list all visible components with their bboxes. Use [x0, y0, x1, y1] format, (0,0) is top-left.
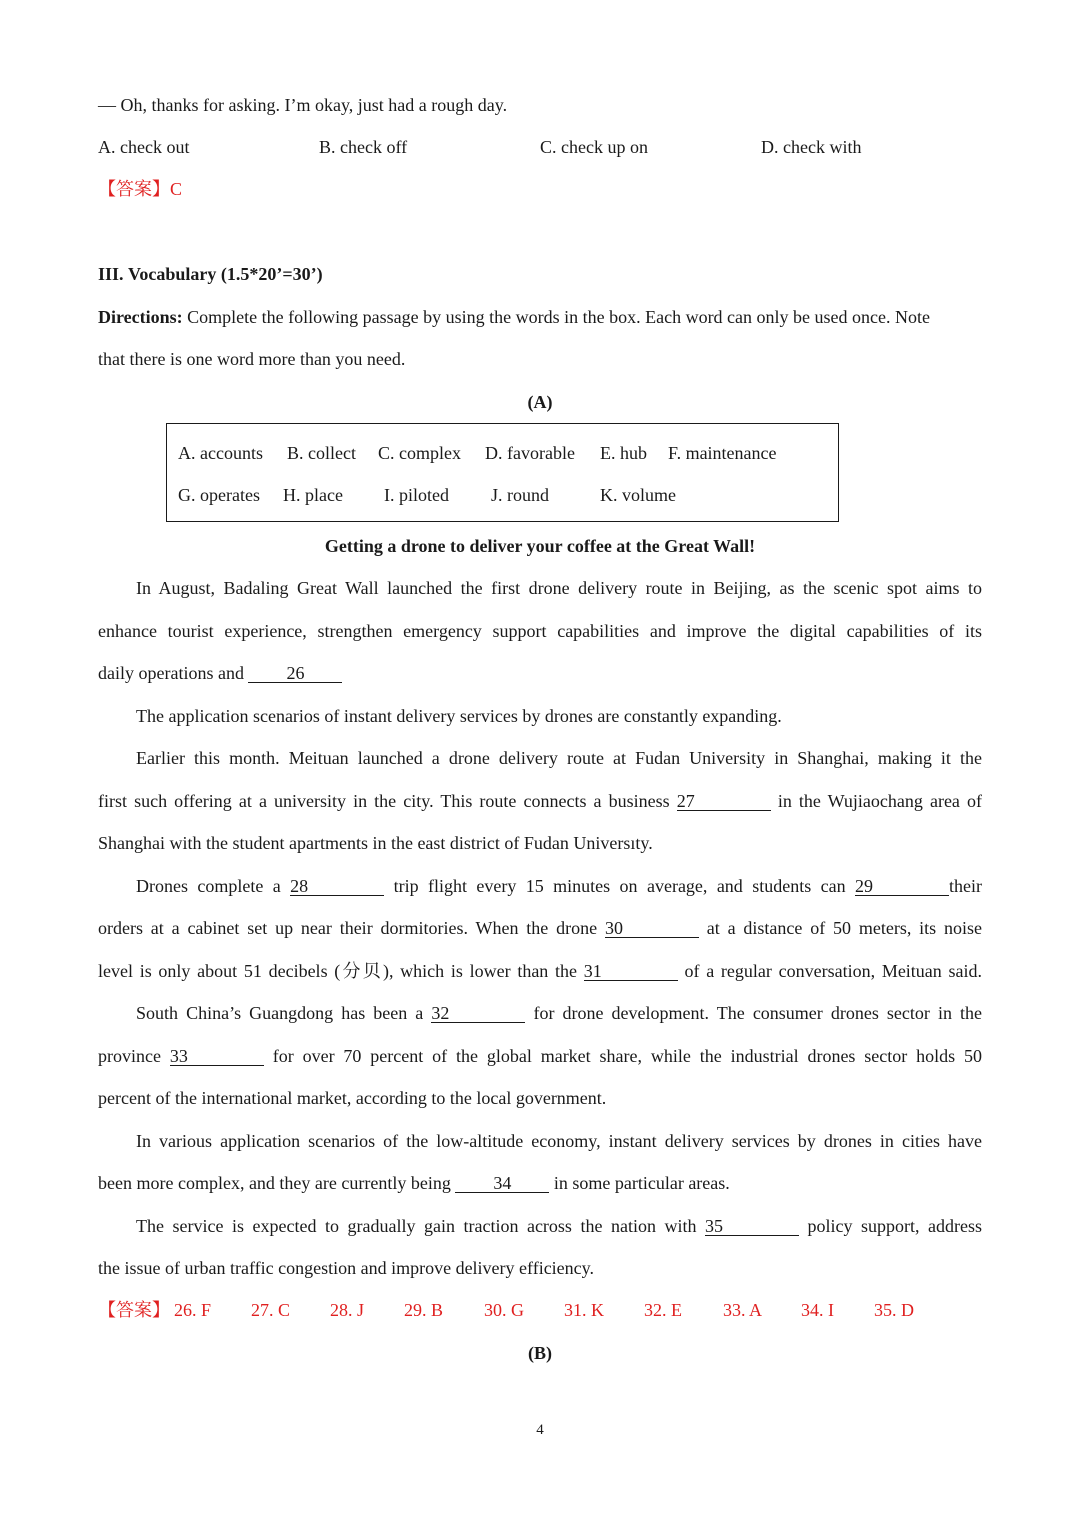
answer-label: 【答案】 [98, 179, 170, 199]
passage-text: trip flight every 15 minutes on average, and students can [393, 876, 846, 896]
part-b-label: (B) [528, 1343, 552, 1363]
blank-35: 35 [705, 1217, 799, 1236]
answers-label: 【答案】 [98, 1300, 170, 1320]
passage-text: for over 70 percent of the global market share, while the industrial drones sector holds 50 [272, 1046, 983, 1066]
passage-text: at a distance of 50 meters, its noise [706, 918, 982, 938]
directions-label: Directions: [98, 307, 183, 327]
answer-item: 27. C [251, 1300, 291, 1320]
answer-item: 30. G [484, 1300, 524, 1320]
passage-line: percent of the international market, according to the local government. [98, 1088, 607, 1108]
answer-item: 29. B [404, 1300, 444, 1320]
passage-text: policy support, address [807, 1216, 982, 1236]
part-a-label: (A) [527, 392, 553, 412]
passage-line [98, 790, 982, 812]
blank-29: 29 [855, 877, 949, 896]
directions-line-1 [98, 306, 930, 328]
word-option: D. favorable [485, 443, 575, 463]
passage-text: of a regular conversation, Meituan said. [684, 961, 983, 981]
passage-text: level is only about 51 decibels (分贝), which is lower than the [98, 961, 578, 981]
section-heading [98, 263, 323, 285]
blank-28: 28 [290, 877, 384, 896]
passage-text: The service is expected to gradually gain traction across the nation with [136, 1216, 697, 1236]
option-a: A. check out [98, 137, 190, 157]
passage-line [136, 875, 982, 897]
word-option: H. place [283, 485, 343, 505]
answer-item: 28. J [330, 1300, 365, 1320]
answer-value: C [170, 179, 183, 199]
passage-line [98, 960, 982, 982]
passage-text: daily operations and [98, 663, 244, 683]
passage-line: enhance tourist experience, strengthen emergency support capabilities and improve the digital capabilities of its [98, 621, 982, 641]
word-box [166, 423, 839, 522]
dialogue-reply: — Oh, thanks for asking. I’m okay, just had a rough day. [98, 95, 508, 115]
word-option: A. accounts [178, 443, 263, 463]
blank-30: 30 [605, 919, 699, 938]
passage-text: first such offering at a university in the city. This route connects a business [98, 791, 670, 811]
passage-text: South China’s Guangdong has been a [136, 1003, 424, 1023]
answer-item: 34. I [801, 1300, 834, 1320]
passage-text: province [98, 1046, 161, 1066]
answer-item: 31. K [564, 1300, 604, 1320]
passage-text: for drone development. The consumer drones sector in the [533, 1003, 983, 1023]
option-c: C. check up on [540, 137, 648, 157]
word-option: K. volume [600, 485, 676, 505]
word-option: F. maintenance [668, 443, 777, 463]
passage-line [136, 1002, 982, 1024]
previous-answer [98, 178, 182, 200]
answer-item: 33. A [723, 1300, 763, 1320]
blank-32: 32 [431, 1004, 525, 1023]
option-b: B. check off [319, 137, 408, 157]
answer-item: 35. D [874, 1300, 914, 1320]
blank-27: 27 [677, 792, 771, 811]
passage-line: Earlier this month. Meituan launched a drone delivery route at Fudan University in Shanghai, making it the [136, 748, 982, 768]
directions-line-2: that there is one word more than you need. [98, 349, 406, 369]
passage-line [98, 917, 982, 939]
passage-line: The application scenarios of instant delivery services by drones are constantly expanding. [136, 706, 782, 726]
passage-line: In various application scenarios of the low-altitude economy, instant delivery services by drones in cities have [136, 1131, 982, 1151]
answer-item: 26. F [174, 1300, 212, 1320]
section-number: III. [98, 264, 124, 284]
word-option: I. piloted [384, 485, 449, 505]
passage-line: In August, Badaling Great Wall launched the first drone delivery route in Beijing, as the scenic spot aims to [136, 578, 982, 598]
passage-text: their [949, 876, 983, 896]
passage-line: the issue of urban traffic congestion and improve delivery efficiency. [98, 1258, 594, 1278]
page-number: 4 [536, 1422, 544, 1438]
passage-line [98, 1172, 730, 1194]
word-option: C. complex [378, 443, 461, 463]
word-option: J. round [491, 485, 549, 505]
word-option: B. collect [287, 443, 356, 463]
passage-line [98, 662, 342, 684]
passage-text: been more complex, and they are currently being [98, 1173, 451, 1193]
blank-31: 31 [584, 962, 678, 981]
passage-title: Getting a drone to deliver your coffee at the Great Wall! [324, 536, 756, 556]
blank-33: 33 [170, 1047, 264, 1066]
section-name: Vocabulary (1.5*20’=30’) [128, 264, 323, 284]
passage-line [136, 1215, 982, 1237]
passage-line [98, 1045, 982, 1067]
passage-text: in some particular areas. [553, 1173, 730, 1193]
passage-text: Drones complete a [136, 876, 281, 896]
answer-item: 32. E [644, 1300, 682, 1320]
passage-line: Shanghai with the student apartments in the east district of Fudan Universıty. [98, 833, 653, 853]
option-d: D. check with [761, 137, 862, 157]
passage-text: orders at a cabinet set up near their dormitories. When the drone [98, 918, 598, 938]
word-option: G. operates [178, 485, 260, 505]
word-option: E. hub [600, 443, 647, 463]
passage-text: in the Wujiaochang area of [777, 791, 983, 811]
blank-34: 34 [455, 1174, 549, 1193]
blank-26: 26 [248, 664, 342, 683]
directions-text: Complete the following passage by using the words in the box. Each word can only be used once. Note [187, 307, 930, 327]
